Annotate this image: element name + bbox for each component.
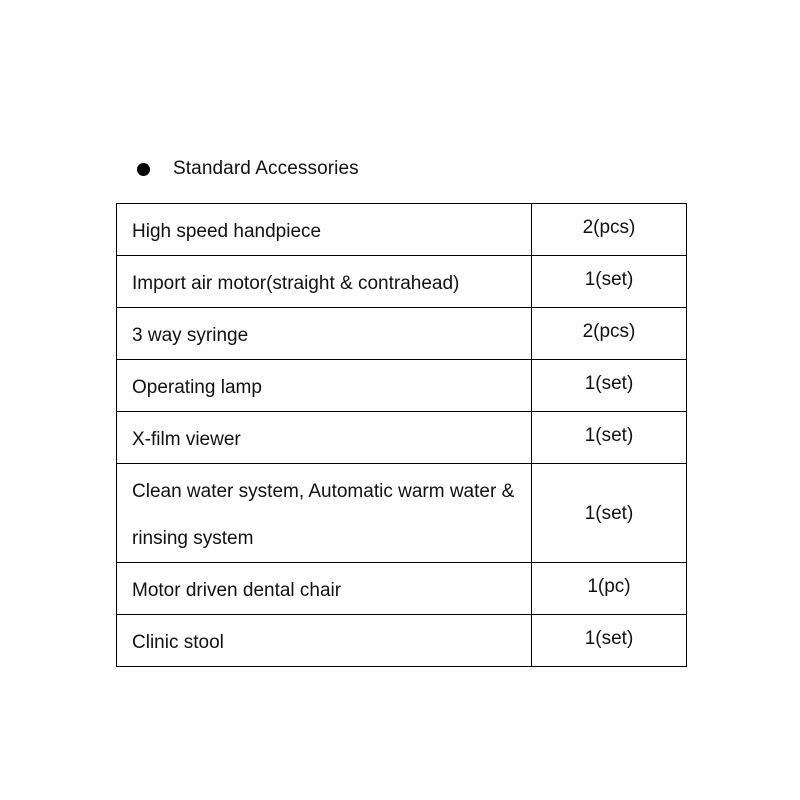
item-cell	[117, 360, 532, 412]
item-name: High speed handpiece	[132, 221, 322, 242]
table-row	[117, 464, 687, 563]
item-name: Clinic stool	[132, 632, 224, 653]
item-name: X-film viewer	[132, 429, 241, 450]
qty-cell	[532, 563, 687, 615]
item-name: 3 way syringe	[132, 325, 249, 346]
table-row	[117, 204, 687, 256]
item-quantity: 1(set)	[584, 373, 634, 394]
table-row	[117, 256, 687, 308]
qty-cell	[532, 412, 687, 464]
item-quantity: 1(set)	[584, 502, 634, 524]
item-cell	[117, 615, 532, 667]
item-cell	[117, 256, 532, 308]
table-row	[117, 360, 687, 412]
item-cell	[117, 412, 532, 464]
qty-cell	[532, 204, 687, 256]
section-title: Standard Accessories	[173, 158, 359, 179]
bullet-icon	[137, 163, 150, 176]
item-name: Import air motor(straight & contrahead)	[132, 273, 460, 294]
item-quantity: 2(pcs)	[582, 217, 636, 238]
qty-cell	[532, 464, 687, 563]
item-quantity: 1(set)	[584, 628, 634, 649]
item-quantity: 2(pcs)	[582, 321, 636, 342]
qty-cell	[532, 615, 687, 667]
item-cell	[117, 563, 532, 615]
section-heading	[137, 157, 359, 181]
table-row	[117, 308, 687, 360]
qty-cell	[532, 256, 687, 308]
table-row	[117, 615, 687, 667]
item-name: Operating lamp	[132, 377, 262, 398]
table-row	[117, 563, 687, 615]
table-row	[117, 412, 687, 464]
qty-cell	[532, 360, 687, 412]
item-quantity: 1(set)	[584, 269, 634, 290]
accessories-table	[116, 203, 687, 667]
qty-cell	[532, 308, 687, 360]
item-cell	[117, 308, 532, 360]
item-name: Motor driven dental chair	[132, 580, 342, 601]
item-cell	[117, 204, 532, 256]
item-cell	[117, 464, 532, 563]
item-name: Clean water system, Automatic warm water & rinsing system	[132, 481, 515, 549]
item-quantity: 1(pc)	[587, 576, 631, 597]
item-quantity: 1(set)	[584, 425, 634, 446]
